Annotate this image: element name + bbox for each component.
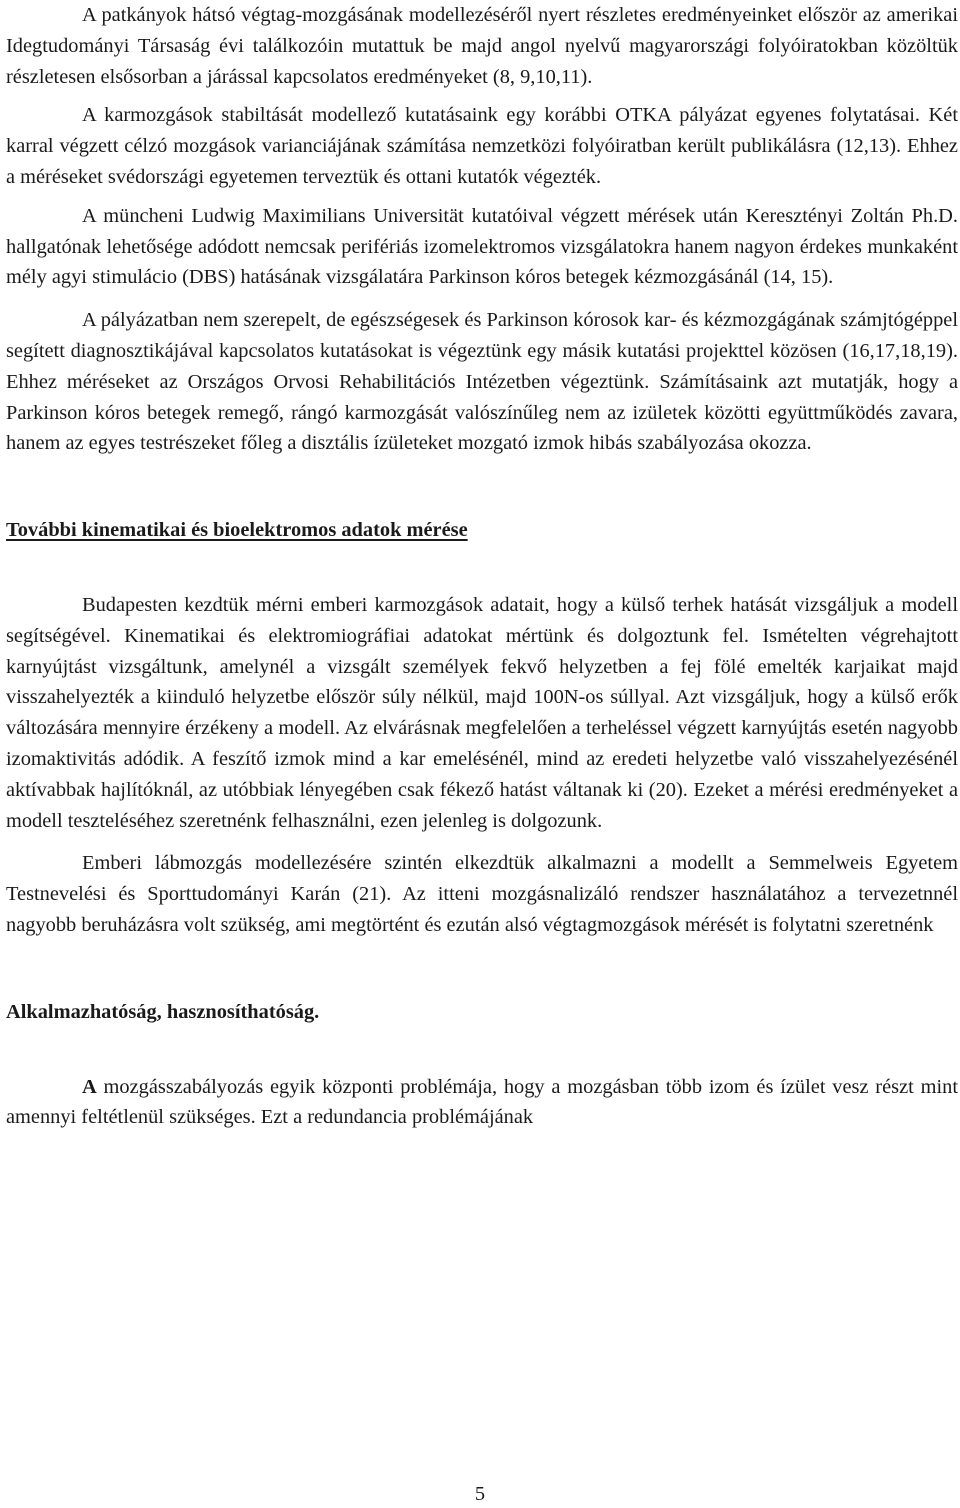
paragraph-parkinson-diagnostics: A pályázatban nem szerepelt, de egészségesek és Parkinson kórosok kar- és kézmozgágának számjtógéppel segített diagnosztikájával kapcsolatos kutatásokat is végeztünk egy másik kutatási projekttel közösen (16,17,18,19). Ehhez méréseket az Országos Orvosi Rehabilitációs Intézetben végeztünk. Számításaink azt mutatják, hogy a Parkinson kóros betegek remegő, rángó karmozgását valószínűleg nem az izületek közötti együttműködés zavara, hanem az egyes testrészeket főleg a disztális ízületeket mozgató izmok hibás szabályozása okozza.	[6, 309, 958, 455]
paragraph-arm-stability: A karmozgások stabiltását modellező kutatásaink egy korábbi OTKA pályázat egyenes folytatásai. Két karral végzett célzó mozgások varianciájának számítása nemzetközi folyóiratban került publikálásra (12,13). Ehhez a méréseket svédországi egyetemen terveztük és ottani kutatók végezték.	[6, 104, 958, 188]
paragraph-redundancy	[6, 1072, 958, 1134]
paragraph-redundancy-text: mozgásszabályozás egyik központi problémája, hogy a mozgásban több izom és ízület vesz részt mint amennyi feltétlenül szükséges. Ezt a redundancia problémájának	[6, 1075, 958, 1129]
paragraph-leg-modelling: Emberi lábmozgás modellezésére szintén elkezdtük alkalmazni a modellt a Semmelweis Egyetem Testnevelési és Sporttudományi Karán (21). Az itteni mozgásnalizáló rendszer használatához a tervezetnnél nagyobb beruházásra volt szükség, ami megtörtént és ezután alsó végtagmozgások mérését is folytatni szeretnénk	[6, 852, 958, 936]
paragraph-budapest-arm-measurements: Budapesten kezdtük mérni emberi karmozgások adatait, hogy a külső terhek hatását vizsgáljuk a modell segítségével. Kinematikai és elektromiográfiai adatokat mértünk és dolgoztunk fel. Ismételten végrehajtott karnyújtást vizsgáltunk, amelynél a vizsgált személyek fekvő helyzetben a fej fölé emelték karjaikat majd visszahelyezték a kiinduló helyzetbe először súly nélkül, majd 100N-os súllyal. Azt vizsgáljuk, hogy a külső erők változására mennyire érzékeny a modell. Az elvárásnak megfelelően a terheléssel végzett karnyújtás esetén nagyobb izomaktivitás adódik. A feszítő izmok mind a kar emelésénél, mind az eredeti helyzetbe való visszahelyezésénél aktívabbak hajlítóknál, az utóbbiak lényegében csak fékező hatást váltanak ki (20). Ezeket a mérési eredményeket a modell teszteléséhez szeretnénk felhasználni, ezen jelenleg is dolgozunk.	[6, 593, 958, 832]
page-number: 5	[474, 1483, 486, 1505]
section-heading-applicability: Alkalmazhatóság, hasznosíthatóság.	[6, 1000, 320, 1023]
section-heading-kinematics: További kinematikai és bioelektromos adatok mérése	[6, 519, 468, 542]
paragraph-rat-hindlimb: A patkányok hátsó végtag-mozgásának modellezéséről nyert részletes eredményeinket először az amerikai Idegtudományi Társaság évi találkozóin mutattuk be majd angol nyelvű magyarországi folyóiratokban közöltük részletesen elsősorban a járással kapcsolatos eredményeket (8, 9,10,11).	[6, 4, 958, 88]
paragraph-munich-dbs: A müncheni Ludwig Maximilians Universität kutatóival végzett mérések után Keresztényi Zoltán Ph.D. hallgatónak lehetősége adódott nemcsak perifériás izomelektromos vizsgálatokra hanem nagyon érdekes munkaként mély agyi stimulácio (DBS) hatásának vizsgálatára Parkinson kóros betegek kézmozgásánál (14, 15).	[6, 204, 958, 289]
document-page	[6, 0, 958, 1133]
paragraph-lead-letter: A	[82, 1075, 97, 1098]
